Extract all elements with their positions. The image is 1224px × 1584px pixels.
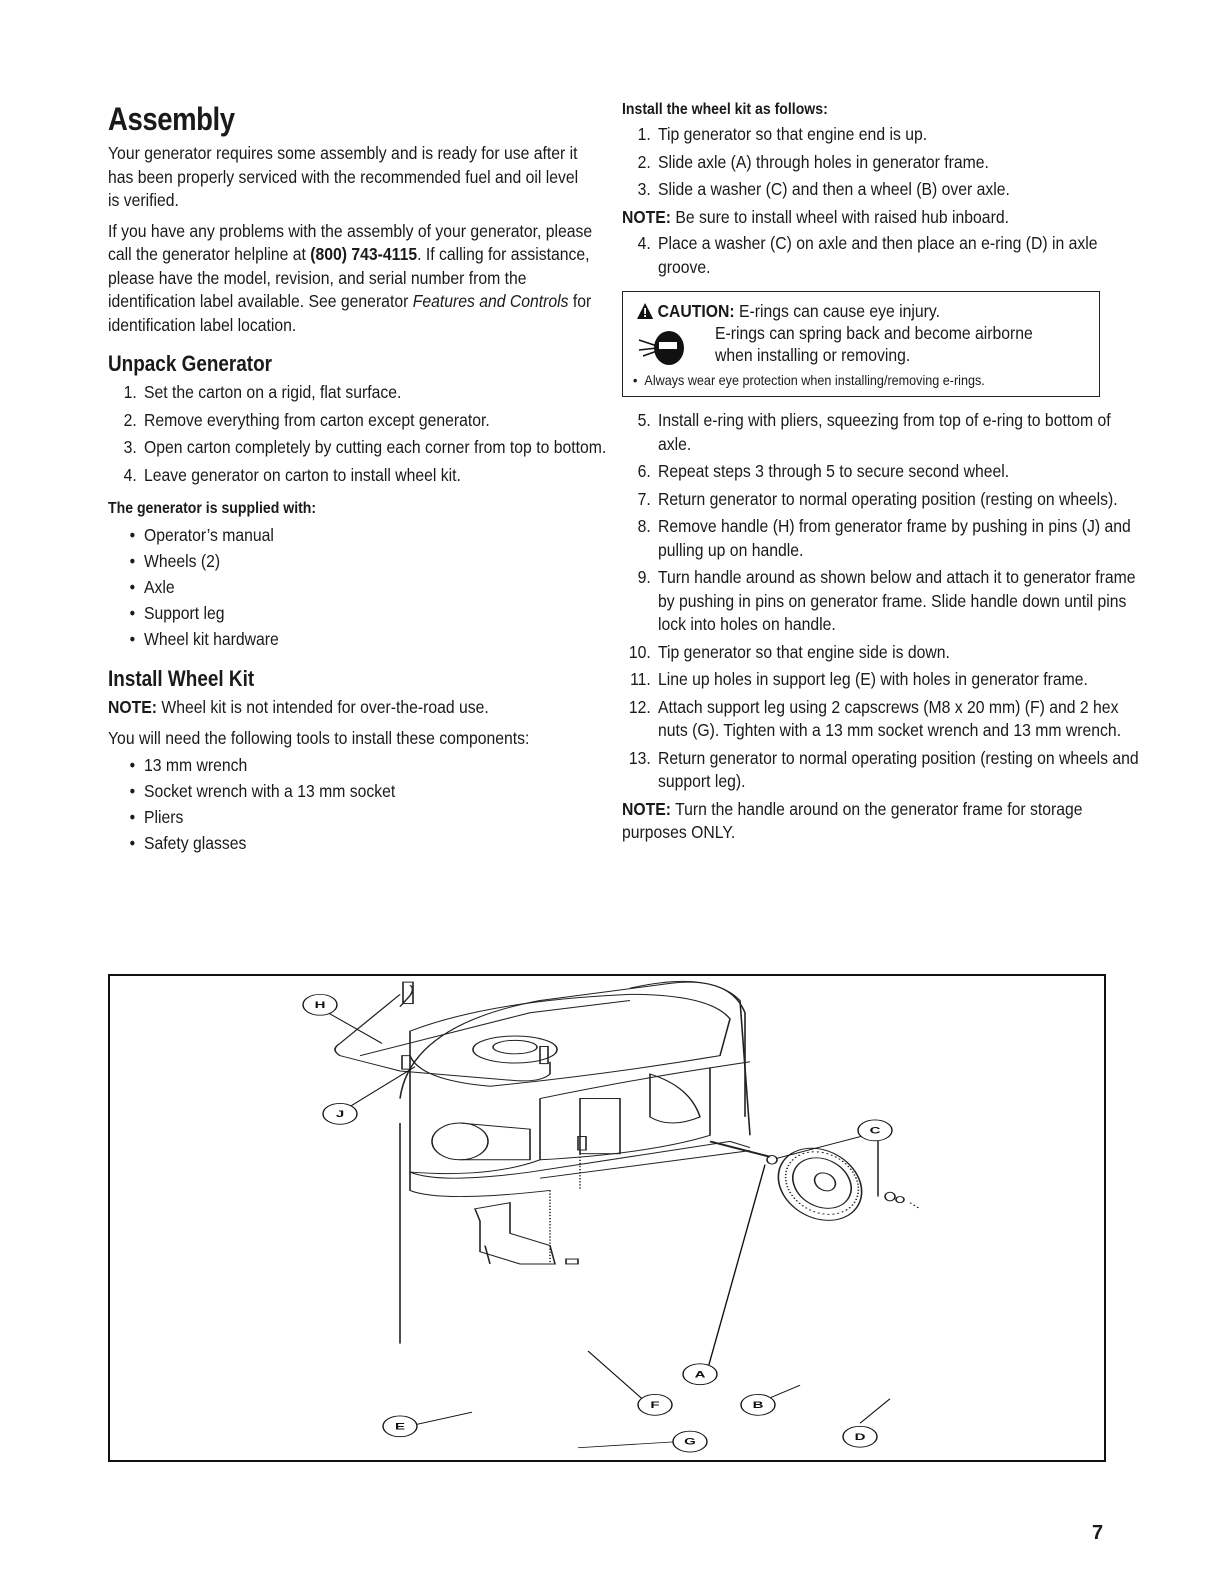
caution-bullet: • Always wear eye protection when installing/removing e-rings. — [633, 372, 985, 388]
install-steps-b — [622, 409, 1139, 794]
caution-body: E-rings can spring back and become airborne when installing or removing. — [715, 323, 1033, 365]
supplied-list — [108, 522, 593, 652]
list-item: • Safety glasses — [108, 830, 629, 856]
supplied-heading: The generator is supplied with: — [108, 500, 317, 517]
assembly-illustration — [108, 974, 1106, 1462]
list-item: 2. Slide axle (A) through holes in generator frame. — [637, 151, 989, 172]
list-item: 7. Return generator to normal operating position (resting on wheels). — [637, 488, 1118, 509]
page-number: 7 — [1092, 1522, 1104, 1544]
storage-note: NOTE: Turn the handle around on the generator frame for storage purposes ONLY. — [622, 798, 1083, 842]
list-item: 3. Slide a washer (C) and then a wheel (B) over axle. — [637, 179, 1010, 199]
list-item: 2. Remove everything from carton except generator. — [123, 409, 490, 430]
wheelkit-heading: Install Wheel Kit — [108, 666, 255, 691]
callout-g: G — [684, 1436, 696, 1447]
install-steps-a — [622, 123, 1108, 202]
tools-list — [108, 752, 593, 856]
callout-j: J — [335, 1108, 345, 1120]
helpline-number: (800) 743-4115 — [310, 244, 418, 264]
unpack-steps — [108, 381, 607, 487]
list-item: • Wheel kit hardware — [108, 626, 629, 652]
eye-injury-icon — [637, 326, 689, 370]
list-item: 12. Attach support leg using 2 capscrews (M8 x 20 mm) (F) and 2 hex nuts (G). Tighten with a 13 mm socket wrench and 13 mm wrench. — [628, 696, 1122, 740]
tools-intro: You will need the following tools to install these components: — [108, 727, 530, 748]
intro-paragraph-1: Your generator requires some assembly and is ready for use after it has been properly serviced with the recommended fuel and oil level is verified. — [108, 143, 579, 210]
list-item: 1. Tip generator so that engine end is up. — [637, 124, 928, 144]
list-item: 8. Remove handle (H) from generator frame by pushing in pins (J) and pulling up on handle. — [637, 516, 1131, 560]
list-item: • Axle — [108, 574, 629, 600]
install-step-4 — [622, 232, 1108, 279]
callout-e: E — [394, 1421, 406, 1432]
wheelkit-note: NOTE: Wheel kit is not intended for over-the-road use. — [108, 697, 489, 717]
list-item: 1. Set the carton on a rigid, flat surface. — [123, 382, 402, 402]
left-column — [108, 100, 607, 862]
callout-h: H — [314, 999, 326, 1011]
caution-box — [622, 291, 1100, 397]
hub-note: NOTE: Be sure to install wheel with raised hub inboard. — [622, 206, 1009, 227]
unpack-heading: Unpack Generator — [108, 351, 273, 376]
intro-paragraph-2: If you have any problems with the assembly of your generator, please call the generator helpline at (800) 743-4115. If calling for assistance, please have the model, revision, and serial number from the identification label available. See generator Features and Controls for identification label location. — [108, 220, 593, 335]
list-item: 9. Turn handle around as shown below and attach it to generator frame by pushing in pins on generator frame. Slide handle down until pins lock into holes on handle. — [637, 567, 1136, 634]
callout-f: F — [650, 1399, 660, 1411]
list-item: 4. Place a washer (C) on axle and then place an e-ring (D) in axle groove. — [637, 233, 1098, 277]
warning-icon — [637, 303, 653, 319]
callout-a: A — [694, 1369, 706, 1380]
list-item: 5. Install e-ring with pliers, squeezing from top of e-ring to bottom of axle. — [637, 410, 1111, 454]
list-item: 13. Return generator to normal operating position (resting on wheels and support leg). — [628, 747, 1139, 791]
callout-c: C — [869, 1125, 881, 1136]
list-item: 3. Open carton completely by cutting each corner from top to bottom. — [123, 437, 607, 457]
right-column — [622, 100, 1139, 852]
list-item: • Support leg — [108, 600, 629, 626]
page-title: Assembly — [108, 101, 235, 137]
list-item: • Wheels (2) — [108, 548, 629, 574]
install-heading: Install the wheel kit as follows: — [622, 101, 828, 118]
generator-diagram — [110, 976, 1104, 1460]
caution-heading: CAUTION: E-rings can cause eye injury. — [637, 300, 1044, 322]
callout-d: D — [854, 1431, 866, 1442]
list-item: • 13 mm wrench — [108, 752, 629, 778]
list-item: 6. Repeat steps 3 through 5 to secure second wheel. — [637, 461, 1010, 481]
list-item: • Pliers — [108, 804, 629, 830]
callout-b: B — [752, 1399, 764, 1411]
list-item: 10. Tip generator so that engine side is down. — [628, 641, 950, 662]
list-item: 11. Line up holes in support leg (E) with holes in generator frame. — [630, 669, 1088, 689]
list-item: • Operator’s manual — [108, 522, 629, 548]
list-item: • Socket wrench with a 13 mm socket — [108, 778, 629, 804]
list-item: 4. Leave generator on carton to install wheel kit. — [123, 464, 461, 485]
